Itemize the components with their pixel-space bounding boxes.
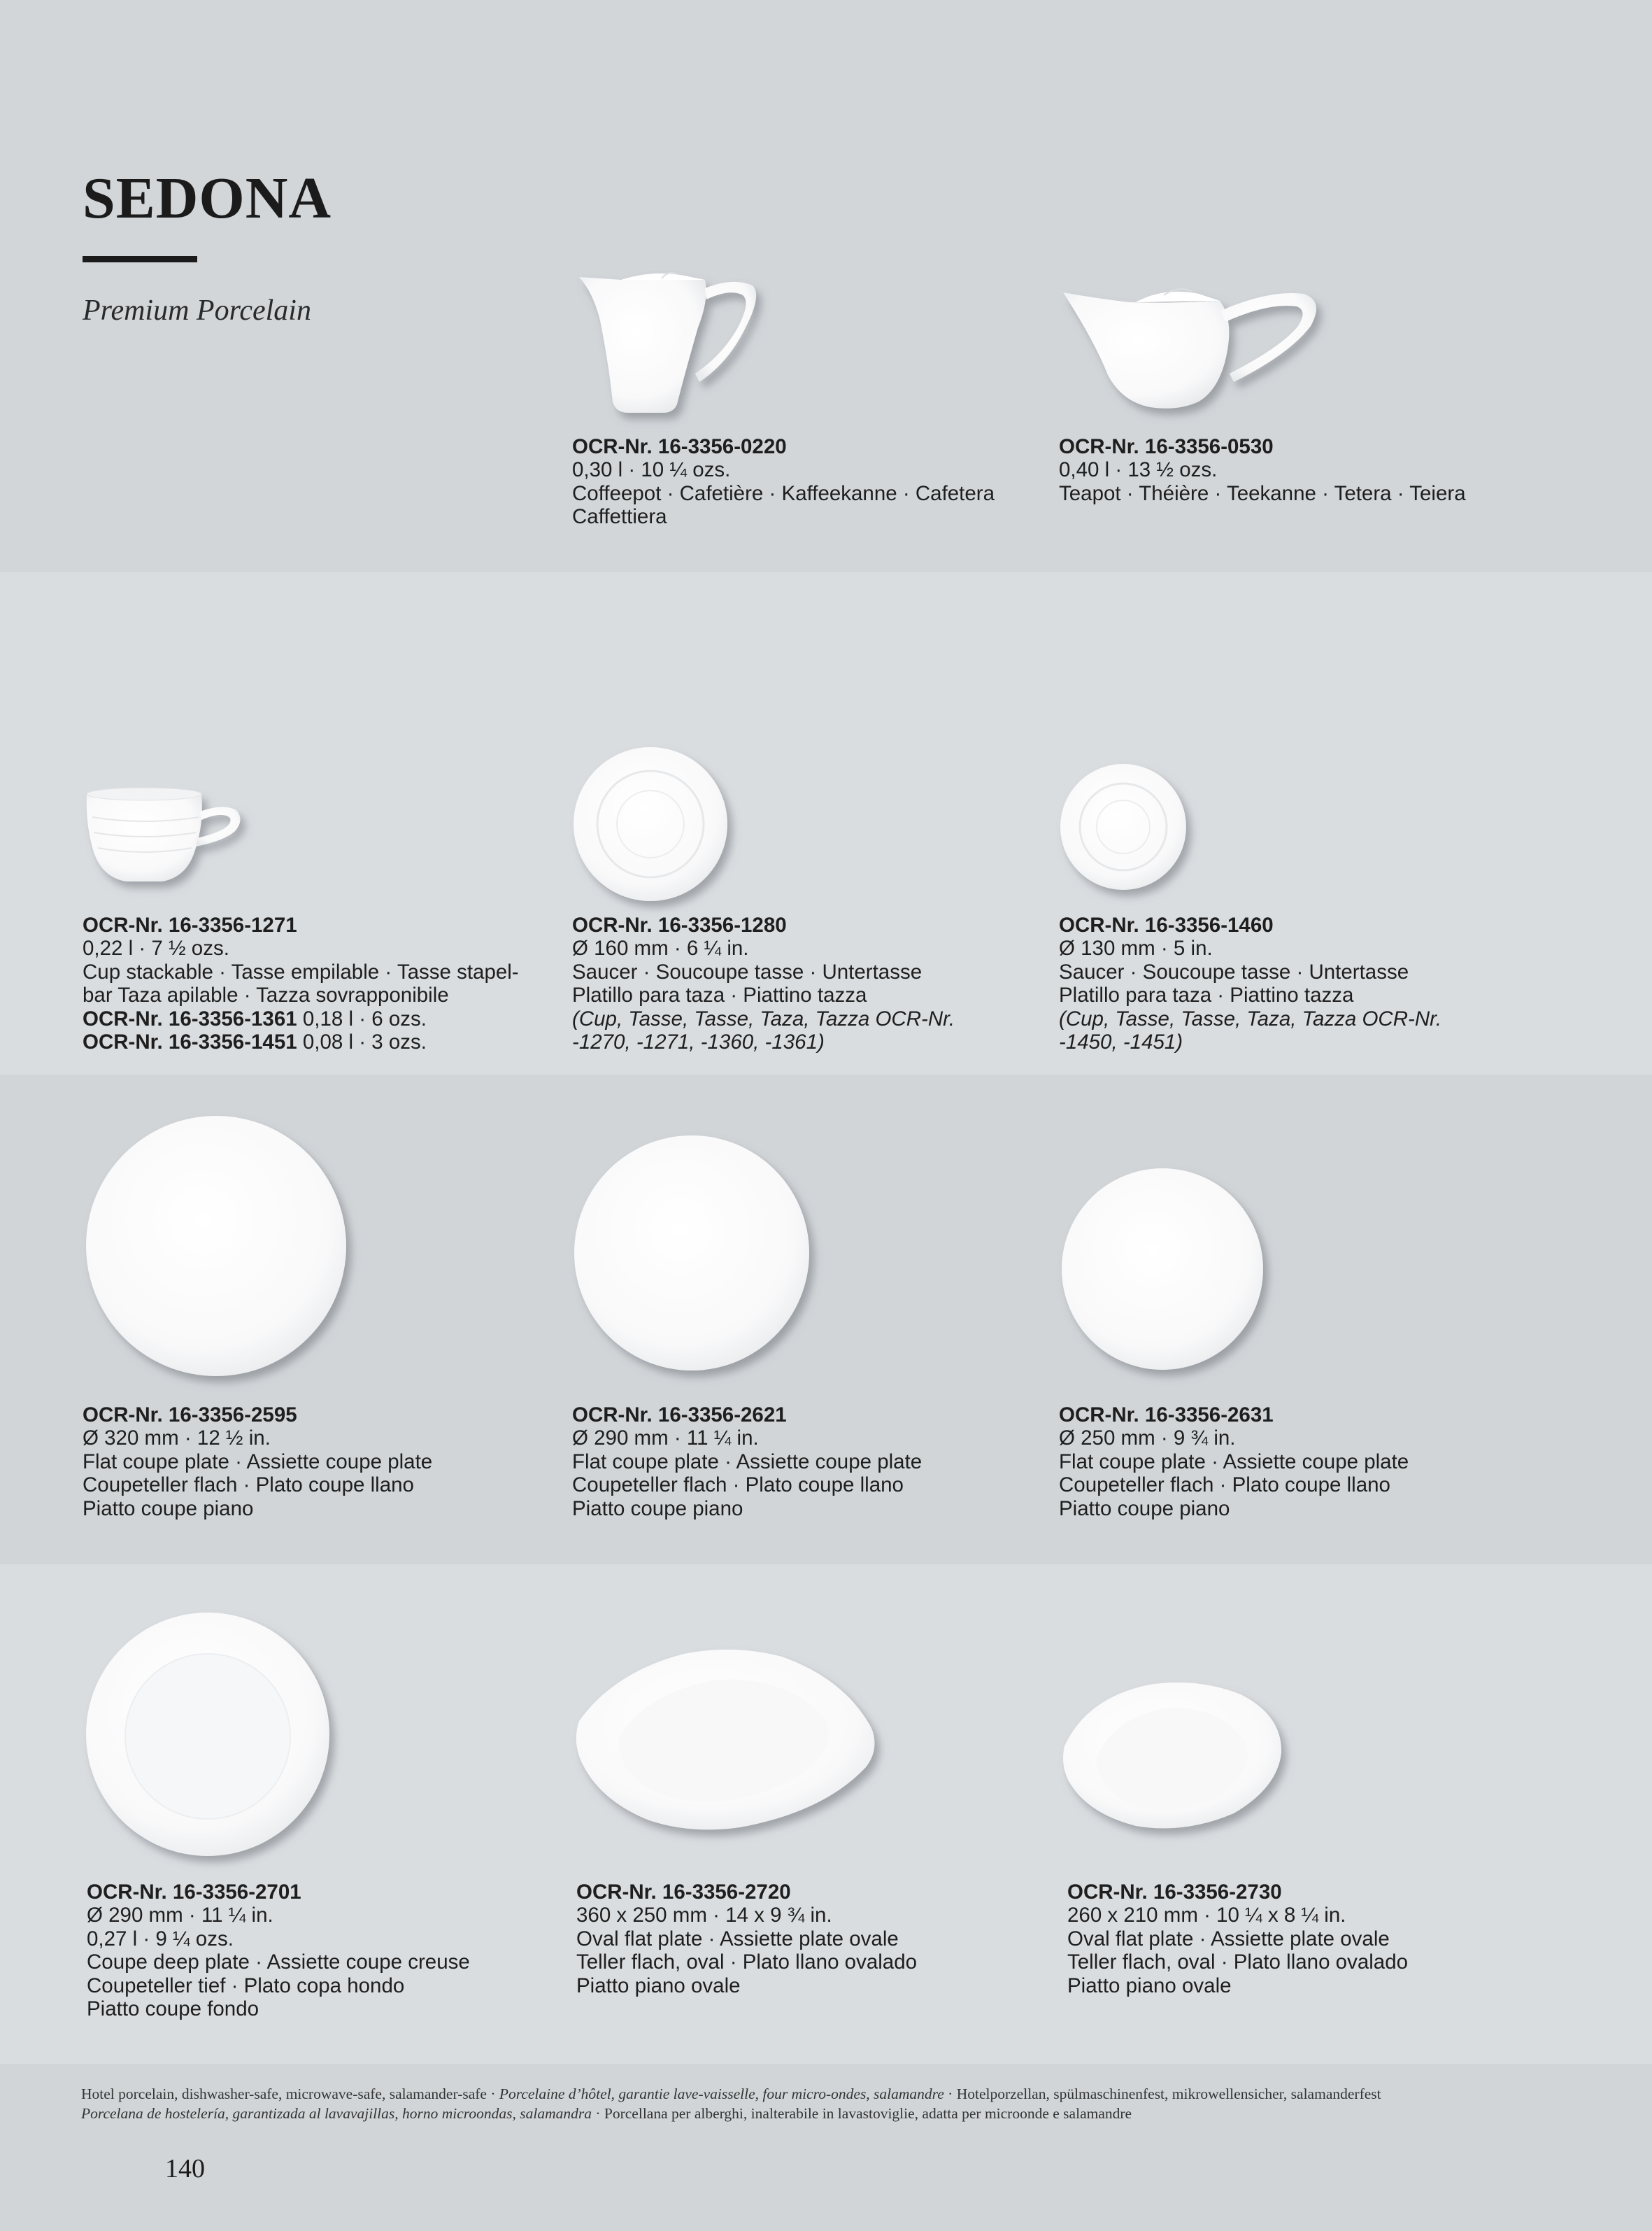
footer-line-1: [81, 2084, 1592, 2104]
product-code: OCR-Nr. 16-3356-2720: [576, 1881, 791, 1904]
product-variant: [83, 1007, 530, 1030]
product-note: (Cup, Tasse, Tasse, Taza, Tazza OCR-Nr.: [572, 1007, 955, 1030]
product-size: Ø 160 mm · 6 ¼ in.: [572, 937, 749, 961]
product-capacity: 0,30 l · 10 ¼ ozs.: [572, 458, 731, 482]
product-cup: [83, 914, 530, 1054]
product-oval-plate-260: [1067, 1881, 1515, 1997]
product-note: -1270, -1271, -1360, -1361): [572, 1030, 825, 1054]
product-variant: [83, 1030, 530, 1054]
product-name: Teller flach, oval · Plato llano ovalado: [576, 1950, 918, 1974]
footer-text: · Porcellana per alberghi, inalterabile in lavastoviglie, adatta per microonde e salamandre: [591, 2105, 1132, 2122]
variant-code: OCR-Nr. 16-3356-1451: [83, 1030, 297, 1054]
page-subtitle: Premium Porcelain: [83, 295, 311, 327]
product-note: (Cup, Tasse, Tasse, Taza, Tazza OCR-Nr.: [1059, 1007, 1442, 1030]
product-name: Coupeteller flach · Plato coupe llano: [572, 1473, 904, 1497]
product-code: OCR-Nr. 16-3356-2730: [1067, 1881, 1282, 1904]
product-name: Coupeteller tief · Plato copa hondo: [87, 1974, 405, 1997]
product-name: Cup stackable · Tasse empilable · Tasse stapel-: [83, 960, 519, 984]
product-flat-plate-250: [1059, 1403, 1507, 1520]
product-name: Saucer · Soucoupe tasse · Untertasse: [572, 960, 923, 984]
product-name: Coffeepot · Cafetière · Kaffeekanne · Cafetera: [572, 481, 995, 505]
product-code: OCR-Nr. 16-3356-1460: [1059, 914, 1274, 937]
product-name: Piatto coupe piano: [572, 1496, 743, 1520]
product-name: Piatto piano ovale: [576, 1974, 741, 1997]
product-size: Ø 130 mm · 5 in.: [1059, 937, 1213, 961]
product-capacity: 0,27 l · 9 ¼ ozs.: [87, 1927, 234, 1950]
variant-capacity: 0,08 l · 3 ozs.: [297, 1030, 427, 1054]
product-size: Ø 290 mm · 11 ¼ in.: [572, 1426, 759, 1450]
product-name: Platillo para taza · Piattino tazza: [572, 984, 867, 1007]
product-coffeepot: [572, 435, 1020, 529]
product-oval-plate-360: [576, 1881, 1024, 1997]
product-code: OCR-Nr. 16-3356-1271: [83, 914, 297, 937]
variant-code: OCR-Nr. 16-3356-1361: [83, 1007, 297, 1030]
teapot-image: [1059, 277, 1339, 417]
product-name: Piatto piano ovale: [1067, 1974, 1232, 1997]
product-code: OCR-Nr. 16-3356-2701: [87, 1881, 301, 1904]
product-saucer: [572, 914, 1020, 1054]
product-name: Flat coupe plate · Assiette coupe plate: [1059, 1450, 1409, 1473]
product-name: Oval flat plate · Assiette plate ovale: [576, 1927, 899, 1950]
product-saucer-small: [1059, 914, 1507, 1054]
product-size: 260 x 210 mm · 10 ¼ x 8 ¼ in.: [1067, 1904, 1346, 1927]
footer-line-2: [81, 2104, 1592, 2123]
page-number: 140: [165, 2154, 205, 2183]
product-size: Ø 320 mm · 12 ½ in.: [83, 1426, 271, 1450]
flat-plate-image: [572, 1133, 823, 1384]
product-code: OCR-Nr. 16-3356-2631: [1059, 1403, 1274, 1426]
product-name: Teller flach, oval · Plato llano ovalado: [1067, 1950, 1409, 1974]
product-name: Flat coupe plate · Assiette coupe plate: [572, 1450, 923, 1473]
footer-text-italic: Porcelaine d’hôtel, garantie lave-vaisselle, four micro-ondes, salamandre: [499, 2085, 944, 2102]
product-name: Saucer · Soucoupe tasse · Untertasse: [1059, 960, 1409, 984]
saucer-image: [1059, 763, 1196, 900]
footer-text-italic: Porcelana de hostelería, garantizada al lavavajillas, horno microondas, salamandra: [81, 2105, 592, 2122]
flat-plate-image: [84, 1114, 361, 1391]
product-code: OCR-Nr. 16-3356-1280: [572, 914, 787, 937]
product-code: OCR-Nr. 16-3356-0530: [1059, 435, 1274, 458]
oval-plate-image: [1059, 1676, 1291, 1839]
product-note: -1450, -1451): [1059, 1030, 1183, 1054]
product-size: Ø 290 mm · 11 ¼ in.: [87, 1904, 273, 1927]
product-name: bar Taza apilable · Tazza sovrapponibile: [83, 984, 449, 1007]
product-capacity: 0,40 l · 13 ½ ozs.: [1059, 458, 1218, 482]
product-flat-plate-320: [83, 1403, 530, 1520]
variant-capacity: 0,18 l · 6 ozs.: [297, 1007, 427, 1030]
footer-text: Hotel porcelain, dishwasher-safe, microwave-safe, salamander-safe ·: [81, 2085, 499, 2102]
product-name: Piatto coupe piano: [83, 1496, 254, 1520]
product-capacity: 0,22 l · 7 ½ ozs.: [83, 937, 229, 961]
cup-image: [84, 782, 252, 887]
title-rule: [83, 256, 197, 262]
product-teapot: [1059, 435, 1507, 505]
product-size: 360 x 250 mm · 14 x 9 ¾ in.: [576, 1904, 832, 1927]
flat-plate-image: [1059, 1166, 1276, 1382]
product-code: OCR-Nr. 16-3356-0220: [572, 435, 787, 458]
oval-plate-image: [572, 1644, 885, 1839]
product-code: OCR-Nr. 16-3356-2595: [83, 1403, 297, 1426]
product-code: OCR-Nr. 16-3356-2621: [572, 1403, 787, 1426]
deep-plate-image: [84, 1610, 343, 1869]
product-flat-plate-290: [572, 1403, 1020, 1520]
product-name: Platillo para taza · Piattino tazza: [1059, 984, 1354, 1007]
product-name: Coupeteller flach · Plato coupe llano: [1059, 1473, 1390, 1497]
saucer-image: [572, 746, 737, 911]
product-name: Caffettiera: [572, 505, 667, 529]
page-title: SEDONA: [83, 166, 332, 231]
product-name: Piatto coupe fondo: [87, 1997, 259, 2021]
product-name: Coupeteller flach · Plato coupe llano: [83, 1473, 414, 1497]
product-deep-plate: [87, 1881, 534, 2020]
product-name: Oval flat plate · Assiette plate ovale: [1067, 1927, 1390, 1950]
product-name: Piatto coupe piano: [1059, 1496, 1230, 1520]
footer-note: [81, 2084, 1592, 2123]
product-name: Teapot · Théière · Teekanne · Tetera · Teiera: [1059, 481, 1466, 505]
product-size: Ø 250 mm · 9 ¾ in.: [1059, 1426, 1236, 1450]
footer-text: · Hotelporzellan, spülmaschinenfest, mikrowellensicher, salamanderfest: [944, 2085, 1381, 2102]
product-name: Flat coupe plate · Assiette coupe plate: [83, 1450, 433, 1473]
product-name: Coupe deep plate · Assiette coupe creuse: [87, 1950, 470, 1974]
coffeepot-image: [572, 264, 775, 418]
